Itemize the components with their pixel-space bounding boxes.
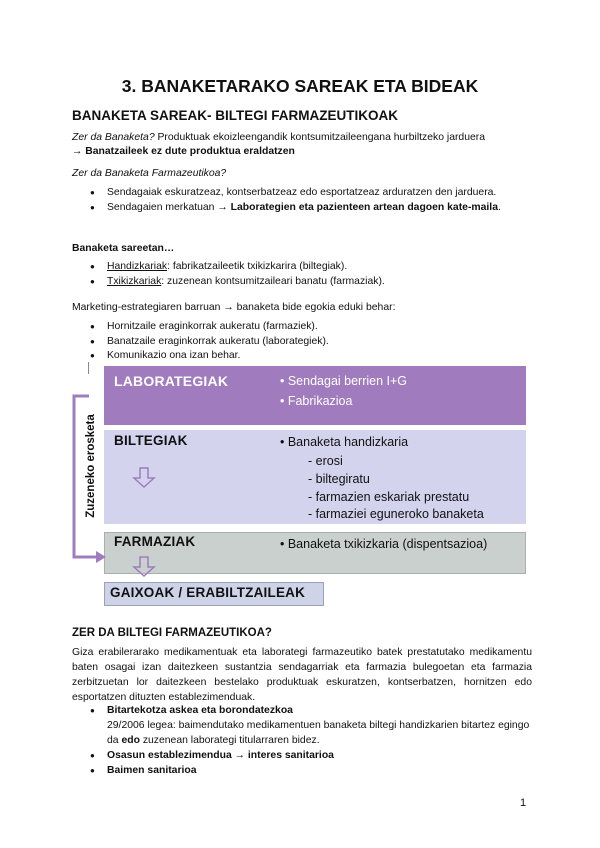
network-text: : fabrikatzaileetik txikizkarira (biltegiak). [167, 261, 348, 272]
label-laborategiak: LABORATEGIAK [114, 373, 229, 389]
list-item-text: Sendagaien merkatuan → [107, 201, 231, 213]
down-arrow-icon [134, 557, 154, 576]
farmaziak-item: • Banaketa txikizkaria (dispentsazioa) [280, 537, 488, 551]
label-farmaziak: FARMAZIAK [114, 534, 196, 549]
farmazeutikoa-bullets [90, 186, 532, 215]
biltegiak-sub: - erosi [308, 454, 343, 468]
marketing-text: Marketing-estrategiaren barruan → banaketa bide egokia eduki behar: [72, 302, 396, 313]
question-banaketa [72, 131, 532, 159]
question-conclusion: → Banatzaileek ez dute produktua eraldatzen [72, 146, 295, 157]
biltegi-law-text [107, 719, 532, 748]
list-item: ● Osasun establezimendua → interes sanitarioa [90, 749, 532, 764]
list-item [90, 201, 532, 216]
page-number: 1 [520, 797, 527, 809]
list-item: ● Komunikazio ona izan behar. [90, 349, 532, 364]
law-text: 29/2006 legea: baimendutako medikamentuen banaketa biltegi handizkarien bitartez egingo da [107, 720, 530, 746]
section-heading-biltegi: ZER DA BILTEGI FARMAZEUTIKOA? [72, 627, 272, 639]
law-text-bold: edo [121, 734, 140, 746]
down-arrow-icon [134, 468, 154, 487]
list-item [90, 275, 532, 290]
law-text: zuzenean laborategi titularraren bidez. [139, 734, 320, 746]
diagram-tick [88, 362, 89, 374]
list-item: ● Banatzaile eraginkorrak aukeratu (laborategiek). [90, 335, 532, 350]
side-label-zuzeneko-erosketa: Zuzeneko erosketa [85, 414, 97, 518]
marketing-list [90, 320, 532, 364]
network-term: Txikizkariak [107, 275, 162, 287]
biltegiak-sub: - farmazien eskariak prestatu [308, 490, 470, 504]
label-biltegiak: BILTEGIAK [114, 433, 188, 448]
page-title: 3. BANAKETARAKO SAREAK ETA BIDEAK [121, 76, 479, 96]
arrowhead-icon [96, 551, 106, 563]
network-text: : zuzenean kontsumitzaileari banatu (farmaziak). [161, 275, 385, 287]
laborategiak-item: • Fabrikazioa [280, 394, 353, 408]
biltegi-paragraph: Giza erabilerarako medikamentuak eta laborategi farmazeutiko batek prestatutako medikamentu baten osagai izan daitezkeen sustantzia sendagarriak eta farmazia bulegoetan eta farmazia zerbitzuetan lor daitezkeen bestelako produktuak eskuratzen, kontserbatzen, hornitzen edo esportatzen dituzten establezimenduak. [72, 647, 532, 703]
biltegiak-sub: - biltegiratu [308, 472, 370, 486]
list-item: ● Hornitzaile eraginkorrak aukeratu (farmaziek). [90, 320, 532, 335]
list-item: ● Sendagaiak eskuratzeaz, kontserbatzeaz edo esportatzeaz arduratzen den jarduera. [90, 186, 532, 201]
label-gaixoak: GAIXOAK / ERABILTZAILEAK [110, 585, 306, 600]
biltegiak-sub: - farmaziei eguneroko banaketa [308, 507, 484, 521]
network-term: Handizkariak [107, 261, 168, 272]
list-item [90, 260, 532, 275]
question-banaketa-farmazeutikoa: Zer da Banaketa Farmazeutikoa? [72, 168, 227, 179]
biltegi-bullets [90, 704, 532, 719]
question-label: Zer da Banaketa? [72, 132, 155, 143]
networks-heading: Banaketa sareetan… [72, 243, 175, 254]
question-answer: Produktuak ekoizleengandik kontsumitzaileengana hurbiltzeko jarduera [154, 132, 486, 143]
down-arrow-icon [134, 394, 154, 413]
biltegi-bullets-2 [90, 749, 532, 778]
section-heading-banaketa-sareak: BANAKETA SAREAK- BILTEGI FARMAZEUTIKOAK [72, 108, 398, 123]
biltegiak-main: • Banaketa handizkaria [280, 435, 409, 449]
laborategiak-item: • Sendagai berrien I+G [280, 374, 408, 388]
list-item: ● Bitartekotza askea eta borondatezkoa [90, 704, 532, 719]
diagram-arrows [60, 380, 170, 585]
list-item-text: . [497, 201, 501, 213]
networks-list [90, 260, 532, 289]
list-item-bold: Laborategien eta pazienteen artean dagoen kate-maila [230, 201, 498, 213]
list-item: ● Baimen sanitarioa [90, 764, 532, 779]
